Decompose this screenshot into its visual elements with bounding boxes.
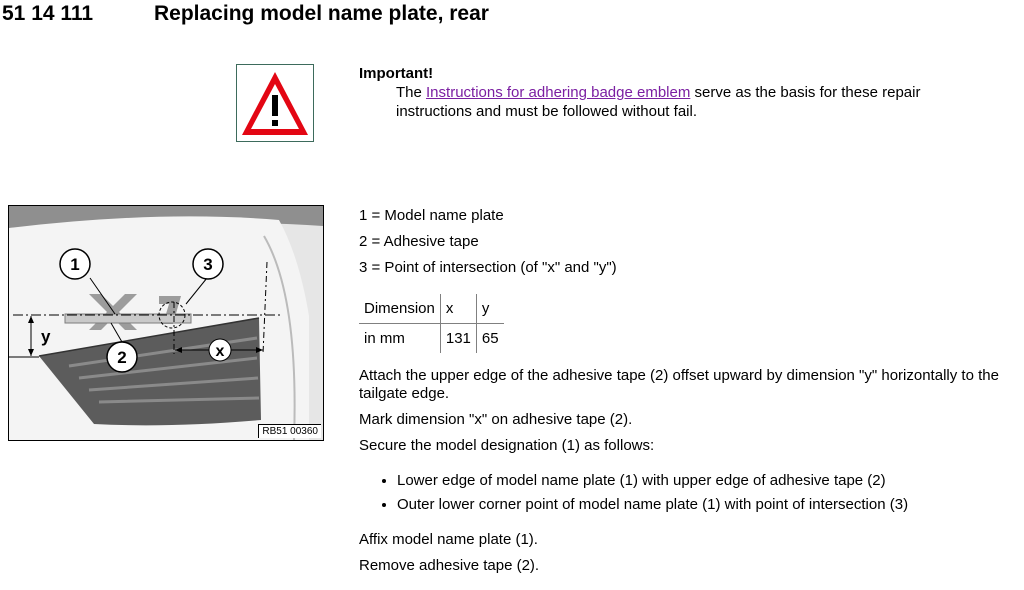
- badge-instructions-link[interactable]: Instructions for adhering badge emblem: [426, 84, 691, 101]
- important-text: [359, 83, 999, 121]
- dimension-y-label: y: [41, 327, 51, 346]
- list-item: • Lower edge of model name plate (1) with upper edge of adhesive tape (2): [397, 472, 1019, 490]
- table-header-cell: y: [476, 294, 503, 324]
- figure-code: RB51 00360: [258, 424, 321, 438]
- table-cell: 131: [440, 324, 476, 354]
- callout-3: [193, 249, 223, 279]
- warning-sign: [236, 64, 314, 142]
- instruction-steps: [359, 367, 1019, 583]
- step-text: Affix model name plate (1).: [359, 531, 538, 548]
- page-title: Replacing model name plate, rear: [154, 2, 489, 25]
- important-label: Important!: [359, 65, 434, 82]
- table-cell: in mm: [364, 330, 405, 347]
- tailgate-drawing: [9, 206, 323, 440]
- important-text-before: The: [396, 84, 427, 101]
- callout-2-label: 2: [117, 348, 127, 367]
- legend-item: 3 = Point of intersection (of "x" and "y"): [359, 259, 617, 276]
- table-header-row: [359, 294, 504, 324]
- callout-3-label: 3: [203, 255, 213, 274]
- dim-x-text: x: [215, 343, 225, 360]
- step-text: Attach the upper edge of the adhesive tape (2) offset upward by dimension "y" horizontally to the tailgate edge.: [359, 367, 999, 402]
- legend-item: 2 = Adhesive tape: [359, 233, 479, 250]
- step-bullets: [359, 472, 1019, 514]
- callout-1: [60, 249, 90, 279]
- table-row: [359, 324, 504, 354]
- warning-triangle-icon: [237, 65, 313, 141]
- table-cell: 65: [476, 324, 503, 354]
- step-text: Mark dimension "x" on adhesive tape (2).: [359, 411, 633, 428]
- table-header-cell: x: [440, 294, 476, 324]
- callout-2: [107, 342, 137, 372]
- legend: [359, 203, 617, 281]
- list-item: • Outer lower corner point of model name plate (1) with point of intersection (3): [397, 496, 1019, 514]
- figure-illustration: [8, 205, 324, 441]
- callout-1-label: 1: [70, 255, 80, 274]
- legend-item: 1 = Model name plate: [359, 207, 504, 224]
- step-text: Remove adhesive tape (2).: [359, 557, 540, 574]
- page-header: [2, 0, 1022, 30]
- dimension-table: [359, 294, 504, 353]
- important-notice: [359, 64, 999, 121]
- repair-code: 51 14 111: [2, 2, 94, 25]
- step-text: Secure the model designation (1) as follows:: [359, 437, 655, 454]
- important-text-after: serve as the basis for these repair instructions and must be followed without fail.: [396, 84, 921, 120]
- table-header-cell: Dimension: [359, 294, 440, 324]
- dimension-x-label: [209, 339, 231, 361]
